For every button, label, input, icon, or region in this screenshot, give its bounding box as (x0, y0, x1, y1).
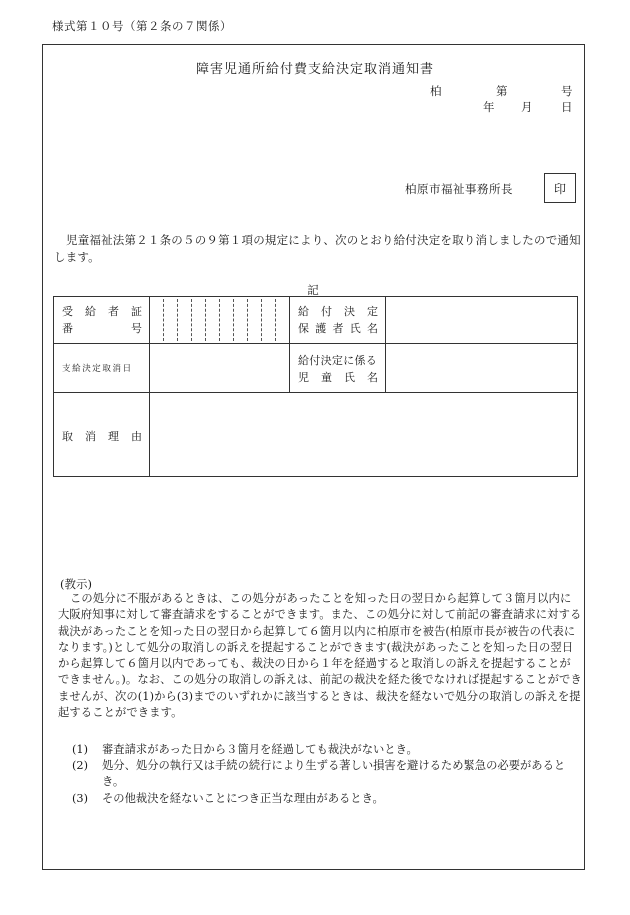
number-go: 号 (561, 84, 573, 98)
notice-heading: (教示) (60, 577, 92, 591)
notice-item-3-text: その他裁決を経ないことにつき正当な理由があるとき。 (102, 792, 384, 805)
digit-divider (205, 299, 206, 341)
digit-divider (261, 299, 262, 341)
digit-divider (163, 299, 164, 341)
details-table (53, 296, 578, 477)
issuer-name: 柏原市福祉事務所長 (405, 182, 513, 196)
digit-divider (247, 299, 248, 341)
date-month: 月 (521, 100, 533, 114)
digit-divider (177, 299, 178, 341)
child-label-1: 給付決定に係る (298, 354, 378, 367)
digit-divider (191, 299, 192, 341)
recipient-number-label-1: 受 給 者 証 (62, 305, 142, 318)
guardian-label-2: 保 護 者 氏 名 (298, 322, 378, 335)
notice-item-1-number: (1) (72, 743, 89, 756)
table-col-divider (289, 297, 290, 392)
seal-box: 印 (544, 173, 576, 203)
notice-paragraph: この処分に不服があるときは、この処分があったことを知った日の翌日から起算して３箇月以内に大阪府知事に対して審査請求をすることができます。また、この処分に対して前記の審査請求に対する裁決があったことを知った日の翌日から起算して６箇月以内に柏原市を被告(柏原市長が被告の代表になります。)として処分の取消しの訴えを提起することができます(裁決があったことを知った日の翌日から起算して６箇月以内であっても、裁決の日から１年を経過すると取消しの訴えを提起することができません。)。なお、この処分の取消しの訴えは、前記の裁決を経た後でなければ提起することができませんが、次の(1)から(3)までのいずれかに該当するときは、裁決を経ないで処分の取消しの訴えを提起することができます。 (58, 592, 582, 720)
notice-item-3-number: (3) (72, 792, 89, 805)
cancel-date-label: 支給決定取消日 (62, 364, 133, 374)
guardian-label-1: 給 付 決 定 (298, 305, 378, 318)
notice-item-1-text: 審査請求があった日から３箇月を経過しても裁決がないとき。 (102, 743, 418, 756)
date-day: 日 (561, 100, 573, 114)
form-number: 様式第１０号（第２条の７関係） (52, 19, 232, 33)
notice-item-2-text: 処分、処分の執行又は手続の続行により生ずる著しい損害を避けるため緊急の必要があるとき。 (102, 759, 566, 789)
notice-item-2-number: (2) (72, 759, 89, 772)
recipient-number-label-2: 番 号 (62, 322, 142, 335)
ki-heading: 記 (307, 283, 319, 297)
table-row-divider (54, 392, 577, 393)
table-col-divider (149, 297, 150, 476)
digit-divider (219, 299, 220, 341)
child-label-2: 児 童 氏 名 (298, 371, 378, 384)
notice-body: 児童福祉法第２１条の５の９第１項の規定により、次のとおり給付決定を取り消しましたので通知します。 (54, 233, 581, 264)
table-col-divider (385, 297, 386, 392)
number-prefix: 柏 (430, 84, 442, 98)
digit-divider (275, 299, 276, 341)
number-dai: 第 (496, 84, 508, 98)
table-row-divider (54, 343, 577, 344)
document-title: 障害児通所給付費支給決定取消通知書 (195, 62, 434, 77)
date-year: 年 (483, 100, 495, 114)
digit-divider (233, 299, 234, 341)
reason-label: 取 消 理 由 (62, 430, 142, 443)
